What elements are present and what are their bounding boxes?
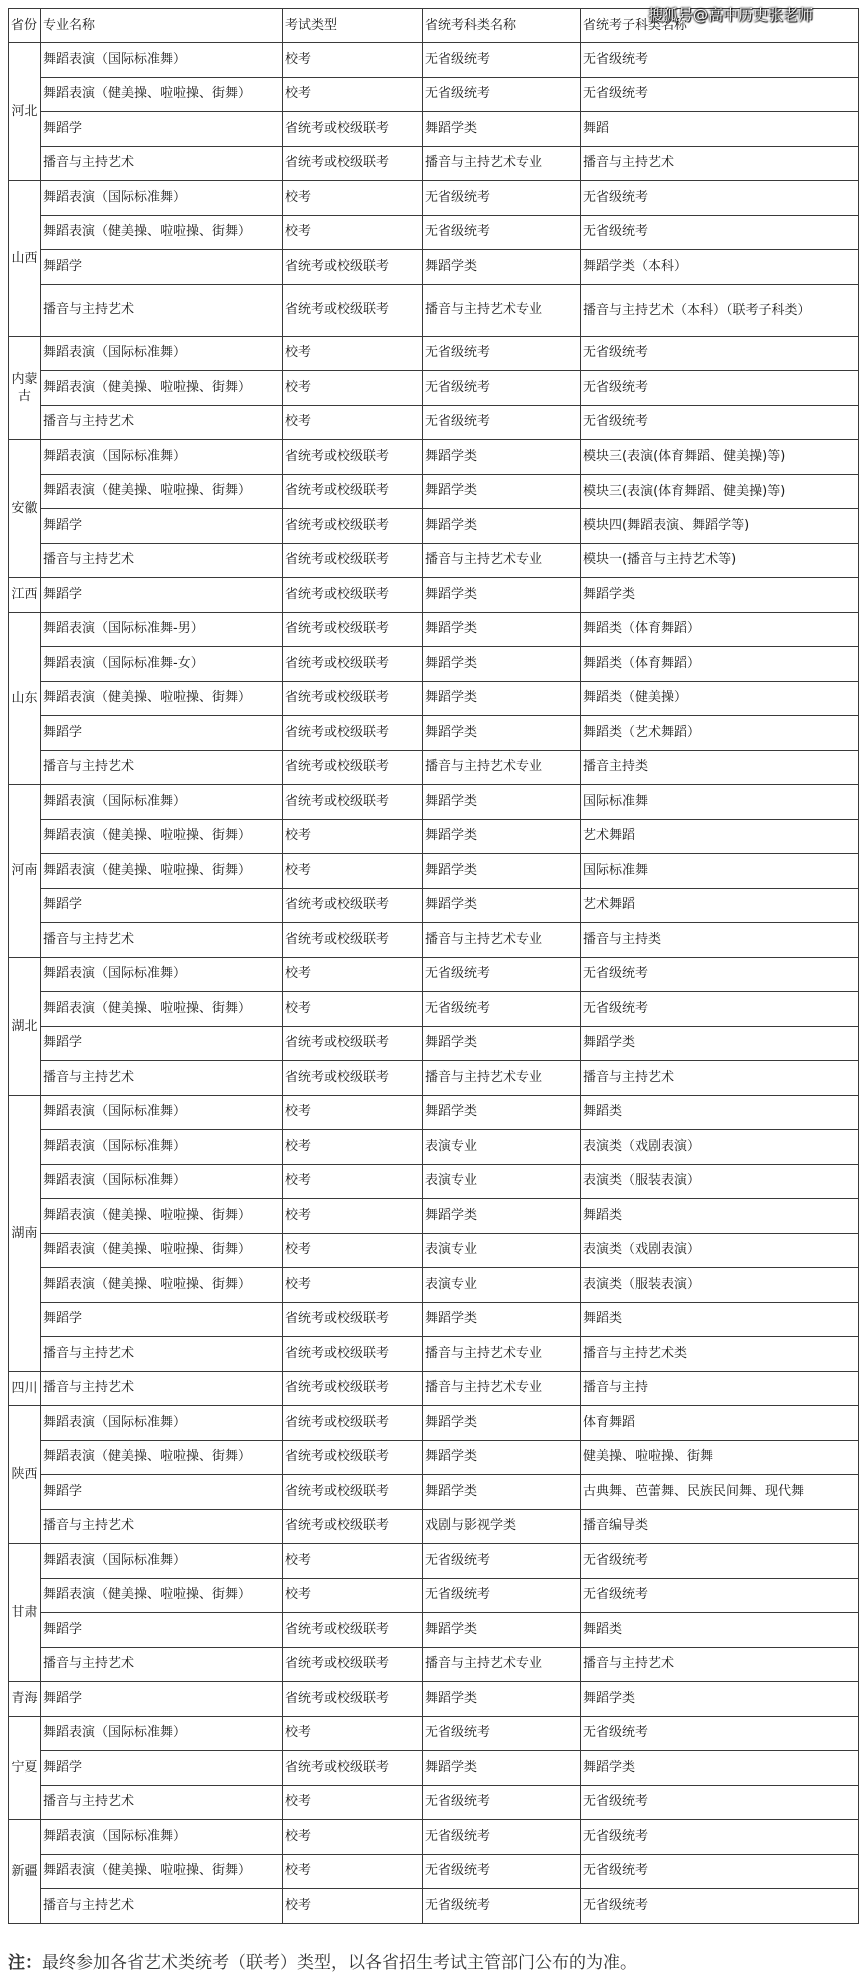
exam-type-cell: 省统考或校级联考 (283, 1371, 423, 1406)
category-cell: 舞蹈学类 (423, 716, 581, 751)
subcategory-cell: 播音与主持类 (581, 923, 859, 958)
category-cell: 无省级统考 (423, 405, 581, 440)
major-cell: 舞蹈表演（国际标准舞） (41, 181, 283, 216)
header-category: 省统考科类名称 (423, 9, 581, 43)
province-cell: 新疆 (9, 1820, 41, 1924)
subcategory-cell: 健美操、啦啦操、街舞 (581, 1440, 859, 1475)
major-cell: 舞蹈学 (41, 1751, 283, 1786)
exam-type-cell: 校考 (283, 957, 423, 992)
table-row (9, 181, 859, 216)
category-cell: 无省级统考 (423, 43, 581, 78)
table-row (9, 336, 859, 371)
table-row (9, 1820, 859, 1855)
subcategory-cell: 舞蹈类 (581, 1095, 859, 1130)
table-row (9, 405, 859, 440)
exam-type-cell: 省统考或校级联考 (283, 1613, 423, 1648)
major-cell: 舞蹈表演（国际标准舞） (41, 957, 283, 992)
table-row (9, 1026, 859, 1061)
major-cell: 舞蹈学 (41, 888, 283, 923)
category-cell: 播音与主持艺术专业 (423, 284, 581, 336)
major-cell: 舞蹈表演（健美操、啦啦操、街舞） (41, 854, 283, 889)
subcategory-cell: 播音主持类 (581, 750, 859, 785)
province-cell: 四川 (9, 1371, 41, 1406)
category-cell: 无省级统考 (423, 1820, 581, 1855)
major-cell: 播音与主持艺术 (41, 1509, 283, 1544)
exam-type-cell: 省统考或校级联考 (283, 750, 423, 785)
major-cell: 舞蹈学 (41, 1026, 283, 1061)
category-cell: 舞蹈学类 (423, 888, 581, 923)
table-row (9, 716, 859, 751)
major-cell: 播音与主持艺术 (41, 750, 283, 785)
exam-type-cell: 省统考或校级联考 (283, 509, 423, 544)
subcategory-cell: 模块三(表演(体育舞蹈、健美操)等) (581, 474, 859, 509)
major-cell: 舞蹈表演（健美操、啦啦操、街舞） (41, 1578, 283, 1613)
table-container (8, 8, 858, 1924)
footnote-label: 注： (8, 1953, 42, 1973)
table-row (9, 1647, 859, 1682)
category-cell: 舞蹈学类 (423, 250, 581, 285)
exam-type-cell: 校考 (283, 371, 423, 406)
table-row (9, 992, 859, 1027)
exam-type-cell: 省统考或校级联考 (283, 1302, 423, 1337)
subcategory-cell: 表演类（服装表演） (581, 1268, 859, 1303)
province-cell: 陕西 (9, 1406, 41, 1544)
header-major: 专业名称 (41, 9, 283, 43)
subcategory-cell: 舞蹈类（体育舞蹈） (581, 612, 859, 647)
table-row (9, 1682, 859, 1717)
category-cell: 无省级统考 (423, 181, 581, 216)
table-row (9, 543, 859, 578)
subcategory-cell: 播音与主持艺术（本科）（联考子科类） (581, 284, 859, 336)
subcategory-cell: 无省级统考 (581, 1785, 859, 1820)
exam-type-cell: 校考 (283, 1233, 423, 1268)
category-cell: 无省级统考 (423, 1854, 581, 1889)
table-row (9, 1578, 859, 1613)
exam-type-cell: 省统考或校级联考 (283, 146, 423, 181)
category-cell: 播音与主持艺术专业 (423, 750, 581, 785)
subcategory-cell: 模块四(舞蹈表演、舞蹈学等) (581, 509, 859, 544)
subcategory-cell: 表演类（戏剧表演） (581, 1233, 859, 1268)
subcategory-cell: 舞蹈学类 (581, 1682, 859, 1717)
exam-type-cell: 校考 (283, 1716, 423, 1751)
province-cell: 宁夏 (9, 1716, 41, 1820)
category-cell: 舞蹈学类 (423, 647, 581, 682)
exam-type-cell: 校考 (283, 43, 423, 78)
table-row (9, 509, 859, 544)
exam-type-cell: 校考 (283, 1164, 423, 1199)
province-cell: 内蒙古 (9, 336, 41, 440)
exam-type-cell: 校考 (283, 1199, 423, 1234)
exam-type-cell: 校考 (283, 1889, 423, 1924)
category-cell: 舞蹈学类 (423, 474, 581, 509)
subcategory-cell: 播音与主持艺术 (581, 1647, 859, 1682)
exam-type-cell: 校考 (283, 1578, 423, 1613)
category-cell: 舞蹈学类 (423, 578, 581, 613)
category-cell: 舞蹈学类 (423, 1302, 581, 1337)
subcategory-cell: 舞蹈学类 (581, 1026, 859, 1061)
category-cell: 舞蹈学类 (423, 1475, 581, 1510)
exam-type-cell: 校考 (283, 854, 423, 889)
major-cell: 舞蹈表演（健美操、啦啦操、街舞） (41, 1440, 283, 1475)
subcategory-cell: 无省级统考 (581, 181, 859, 216)
major-cell: 播音与主持艺术 (41, 146, 283, 181)
category-cell: 无省级统考 (423, 336, 581, 371)
subcategory-cell: 舞蹈类 (581, 1613, 859, 1648)
exam-type-cell: 省统考或校级联考 (283, 716, 423, 751)
major-cell: 舞蹈表演（健美操、啦啦操、街舞） (41, 1854, 283, 1889)
major-cell: 播音与主持艺术 (41, 284, 283, 336)
table-row (9, 854, 859, 889)
major-cell: 播音与主持艺术 (41, 1647, 283, 1682)
major-cell: 舞蹈学 (41, 716, 283, 751)
exam-type-cell: 校考 (283, 1268, 423, 1303)
exam-type-table (8, 8, 859, 1924)
exam-type-cell: 省统考或校级联考 (283, 1509, 423, 1544)
footnote (8, 1948, 637, 1973)
province-cell: 山西 (9, 181, 41, 337)
subcategory-cell: 播音编导类 (581, 1509, 859, 1544)
table-row (9, 1440, 859, 1475)
table-row (9, 1475, 859, 1510)
exam-type-cell: 校考 (283, 1820, 423, 1855)
category-cell: 播音与主持艺术专业 (423, 146, 581, 181)
category-cell: 舞蹈学类 (423, 854, 581, 889)
exam-type-cell: 省统考或校级联考 (283, 250, 423, 285)
major-cell: 舞蹈表演（国际标准舞） (41, 336, 283, 371)
category-cell: 舞蹈学类 (423, 440, 581, 475)
major-cell: 舞蹈学 (41, 578, 283, 613)
exam-type-cell: 省统考或校级联考 (283, 440, 423, 475)
subcategory-cell: 播音与主持艺术类 (581, 1337, 859, 1372)
subcategory-cell: 舞蹈类（体育舞蹈） (581, 647, 859, 682)
category-cell: 舞蹈学类 (423, 1406, 581, 1441)
table-row (9, 250, 859, 285)
table-row (9, 1164, 859, 1199)
category-cell: 播音与主持艺术专业 (423, 1337, 581, 1372)
category-cell: 舞蹈学类 (423, 1440, 581, 1475)
exam-type-cell: 省统考或校级联考 (283, 284, 423, 336)
major-cell: 舞蹈表演（国际标准舞） (41, 1716, 283, 1751)
exam-type-cell: 校考 (283, 181, 423, 216)
subcategory-cell: 古典舞、芭蕾舞、民族民间舞、现代舞 (581, 1475, 859, 1510)
major-cell: 舞蹈表演（国际标准舞） (41, 440, 283, 475)
major-cell: 播音与主持艺术 (41, 923, 283, 958)
table-row (9, 371, 859, 406)
subcategory-cell: 播音与主持艺术 (581, 146, 859, 181)
subcategory-cell: 无省级统考 (581, 1544, 859, 1579)
table-row (9, 1371, 859, 1406)
exam-type-cell: 校考 (283, 1544, 423, 1579)
major-cell: 舞蹈学 (41, 1613, 283, 1648)
subcategory-cell: 模块三(表演(体育舞蹈、健美操)等) (581, 440, 859, 475)
category-cell: 表演专业 (423, 1164, 581, 1199)
exam-type-cell: 省统考或校级联考 (283, 543, 423, 578)
major-cell: 舞蹈表演（健美操、啦啦操、街舞） (41, 819, 283, 854)
category-cell: 舞蹈学类 (423, 112, 581, 147)
subcategory-cell: 舞蹈类（艺术舞蹈） (581, 716, 859, 751)
exam-type-cell: 省统考或校级联考 (283, 612, 423, 647)
table-row (9, 578, 859, 613)
major-cell: 舞蹈表演（健美操、啦啦操、街舞） (41, 474, 283, 509)
table-body (9, 43, 859, 1924)
major-cell: 舞蹈表演（健美操、啦啦操、街舞） (41, 992, 283, 1027)
subcategory-cell: 无省级统考 (581, 957, 859, 992)
category-cell: 戏剧与影视学类 (423, 1509, 581, 1544)
table-row (9, 1509, 859, 1544)
major-cell: 播音与主持艺术 (41, 543, 283, 578)
major-cell: 舞蹈表演（国际标准舞） (41, 785, 283, 820)
table-row (9, 1854, 859, 1889)
category-cell: 无省级统考 (423, 992, 581, 1027)
subcategory-cell: 无省级统考 (581, 371, 859, 406)
subcategory-cell: 舞蹈类（健美操） (581, 681, 859, 716)
major-cell: 舞蹈学 (41, 1302, 283, 1337)
exam-type-cell: 校考 (283, 992, 423, 1027)
category-cell: 舞蹈学类 (423, 1026, 581, 1061)
subcategory-cell: 体育舞蹈 (581, 1406, 859, 1441)
major-cell: 播音与主持艺术 (41, 1061, 283, 1096)
major-cell: 舞蹈表演（国际标准舞） (41, 1130, 283, 1165)
exam-type-cell: 校考 (283, 819, 423, 854)
category-cell: 舞蹈学类 (423, 1095, 581, 1130)
header-province: 省份 (9, 9, 41, 43)
exam-type-cell: 省统考或校级联考 (283, 112, 423, 147)
exam-type-cell: 校考 (283, 1854, 423, 1889)
exam-type-cell: 省统考或校级联考 (283, 1026, 423, 1061)
exam-type-cell: 省统考或校级联考 (283, 1682, 423, 1717)
subcategory-cell: 无省级统考 (581, 1854, 859, 1889)
province-cell: 河北 (9, 43, 41, 181)
category-cell: 舞蹈学类 (423, 1682, 581, 1717)
subcategory-cell: 艺术舞蹈 (581, 819, 859, 854)
table-row (9, 284, 859, 336)
category-cell: 播音与主持艺术专业 (423, 923, 581, 958)
table-row (9, 1268, 859, 1303)
table-row (9, 474, 859, 509)
major-cell: 舞蹈表演（国际标准舞） (41, 1406, 283, 1441)
subcategory-cell: 无省级统考 (581, 43, 859, 78)
major-cell: 舞蹈学 (41, 112, 283, 147)
table-row (9, 1130, 859, 1165)
subcategory-cell: 表演类（服装表演） (581, 1164, 859, 1199)
category-cell: 无省级统考 (423, 1716, 581, 1751)
subcategory-cell: 播音与主持艺术 (581, 1061, 859, 1096)
major-cell: 舞蹈表演（国际标准舞） (41, 43, 283, 78)
exam-type-cell: 省统考或校级联考 (283, 1647, 423, 1682)
exam-type-cell: 校考 (283, 1095, 423, 1130)
table-row (9, 112, 859, 147)
exam-type-cell: 校考 (283, 1785, 423, 1820)
exam-type-cell: 省统考或校级联考 (283, 1440, 423, 1475)
province-cell: 湖南 (9, 1095, 41, 1371)
category-cell: 舞蹈学类 (423, 785, 581, 820)
category-cell: 舞蹈学类 (423, 681, 581, 716)
category-cell: 舞蹈学类 (423, 819, 581, 854)
table-row (9, 647, 859, 682)
province-cell: 安徽 (9, 440, 41, 578)
category-cell: 舞蹈学类 (423, 1199, 581, 1234)
province-cell: 河南 (9, 785, 41, 958)
major-cell: 舞蹈表演（国际标准舞-女） (41, 647, 283, 682)
category-cell: 无省级统考 (423, 371, 581, 406)
category-cell: 表演专业 (423, 1130, 581, 1165)
category-cell: 无省级统考 (423, 1578, 581, 1613)
category-cell: 舞蹈学类 (423, 612, 581, 647)
subcategory-cell: 无省级统考 (581, 1578, 859, 1613)
header-exam-type: 考试类型 (283, 9, 423, 43)
subcategory-cell: 艺术舞蹈 (581, 888, 859, 923)
category-cell: 无省级统考 (423, 957, 581, 992)
exam-type-cell: 校考 (283, 77, 423, 112)
major-cell: 舞蹈学 (41, 1682, 283, 1717)
major-cell: 舞蹈表演（健美操、啦啦操、街舞） (41, 215, 283, 250)
category-cell: 无省级统考 (423, 1544, 581, 1579)
major-cell: 舞蹈表演（健美操、啦啦操、街舞） (41, 77, 283, 112)
table-row (9, 1406, 859, 1441)
subcategory-cell: 舞蹈 (581, 112, 859, 147)
province-cell: 山东 (9, 612, 41, 785)
major-cell: 舞蹈表演（健美操、啦啦操、街舞） (41, 1233, 283, 1268)
table-row (9, 1751, 859, 1786)
table-row (9, 612, 859, 647)
category-cell: 无省级统考 (423, 77, 581, 112)
exam-type-cell: 校考 (283, 215, 423, 250)
subcategory-cell: 无省级统考 (581, 336, 859, 371)
table-row (9, 750, 859, 785)
table-row (9, 1716, 859, 1751)
subcategory-cell: 舞蹈学类 (581, 1751, 859, 1786)
category-cell: 舞蹈学类 (423, 1613, 581, 1648)
table-row (9, 1233, 859, 1268)
table-row (9, 1061, 859, 1096)
table-row (9, 1337, 859, 1372)
major-cell: 舞蹈表演（国际标准舞） (41, 1820, 283, 1855)
major-cell: 播音与主持艺术 (41, 1337, 283, 1372)
exam-type-cell: 省统考或校级联考 (283, 785, 423, 820)
table-row (9, 1613, 859, 1648)
category-cell: 播音与主持艺术专业 (423, 1647, 581, 1682)
subcategory-cell: 无省级统考 (581, 405, 859, 440)
subcategory-cell: 无省级统考 (581, 1820, 859, 1855)
table-row (9, 1544, 859, 1579)
exam-type-cell: 校考 (283, 405, 423, 440)
subcategory-cell: 表演类（戏剧表演） (581, 1130, 859, 1165)
major-cell: 舞蹈表演（健美操、啦啦操、街舞） (41, 681, 283, 716)
table-row (9, 888, 859, 923)
table-row (9, 1785, 859, 1820)
major-cell: 舞蹈学 (41, 509, 283, 544)
major-cell: 舞蹈表演（国际标准舞） (41, 1095, 283, 1130)
table-row (9, 923, 859, 958)
category-cell: 表演专业 (423, 1268, 581, 1303)
exam-type-cell: 省统考或校级联考 (283, 647, 423, 682)
subcategory-cell: 无省级统考 (581, 992, 859, 1027)
exam-type-cell: 省统考或校级联考 (283, 888, 423, 923)
category-cell: 舞蹈学类 (423, 1751, 581, 1786)
exam-type-cell: 校考 (283, 1130, 423, 1165)
subcategory-cell: 舞蹈类 (581, 1199, 859, 1234)
category-cell: 无省级统考 (423, 215, 581, 250)
subcategory-cell: 国际标准舞 (581, 854, 859, 889)
exam-type-cell: 省统考或校级联考 (283, 578, 423, 613)
table-row (9, 1095, 859, 1130)
table-row (9, 1302, 859, 1337)
major-cell: 舞蹈表演（国际标准舞） (41, 1544, 283, 1579)
table-row (9, 1889, 859, 1924)
table-row (9, 819, 859, 854)
category-cell: 播音与主持艺术专业 (423, 1061, 581, 1096)
exam-type-cell: 省统考或校级联考 (283, 474, 423, 509)
exam-type-cell: 省统考或校级联考 (283, 1061, 423, 1096)
exam-type-cell: 省统考或校级联考 (283, 681, 423, 716)
category-cell: 无省级统考 (423, 1889, 581, 1924)
major-cell: 播音与主持艺术 (41, 1785, 283, 1820)
subcategory-cell: 模块一(播音与主持艺术等) (581, 543, 859, 578)
subcategory-cell: 舞蹈学类 (581, 578, 859, 613)
major-cell: 舞蹈表演（健美操、啦啦操、街舞） (41, 1268, 283, 1303)
exam-type-cell: 省统考或校级联考 (283, 1406, 423, 1441)
subcategory-cell: 无省级统考 (581, 1889, 859, 1924)
exam-type-cell: 省统考或校级联考 (283, 1751, 423, 1786)
subcategory-cell: 无省级统考 (581, 1716, 859, 1751)
watermark: 搜狐号@高中历史张老师 (648, 6, 814, 24)
table-row (9, 681, 859, 716)
footnote-text: 最终参加各省艺术类统考（联考）类型，以各省招生考试主管部门公布的为准。 (42, 1953, 637, 1973)
subcategory-cell: 舞蹈学类（本科） (581, 250, 859, 285)
table-row (9, 215, 859, 250)
table-row (9, 1199, 859, 1234)
major-cell: 舞蹈学 (41, 1475, 283, 1510)
table-row (9, 440, 859, 475)
subcategory-cell: 无省级统考 (581, 215, 859, 250)
exam-type-cell: 校考 (283, 336, 423, 371)
header-subcategory: 省统考子科类名称 (581, 9, 859, 43)
major-cell: 播音与主持艺术 (41, 1889, 283, 1924)
table-row (9, 77, 859, 112)
table-row (9, 785, 859, 820)
category-cell: 无省级统考 (423, 1785, 581, 1820)
major-cell: 播音与主持艺术 (41, 405, 283, 440)
major-cell: 舞蹈学 (41, 250, 283, 285)
table-row (9, 146, 859, 181)
category-cell: 播音与主持艺术专业 (423, 1371, 581, 1406)
exam-type-cell: 省统考或校级联考 (283, 1337, 423, 1372)
province-cell: 江西 (9, 578, 41, 613)
subcategory-cell: 舞蹈类 (581, 1302, 859, 1337)
table-row (9, 957, 859, 992)
subcategory-cell: 播音与主持 (581, 1371, 859, 1406)
category-cell: 舞蹈学类 (423, 509, 581, 544)
category-cell: 表演专业 (423, 1233, 581, 1268)
exam-type-cell: 省统考或校级联考 (283, 1475, 423, 1510)
subcategory-cell: 无省级统考 (581, 77, 859, 112)
major-cell: 舞蹈表演（国际标准舞-男） (41, 612, 283, 647)
subcategory-cell: 国际标准舞 (581, 785, 859, 820)
province-cell: 湖北 (9, 957, 41, 1095)
table-row (9, 43, 859, 78)
major-cell: 舞蹈表演（国际标准舞） (41, 1164, 283, 1199)
exam-type-cell: 省统考或校级联考 (283, 923, 423, 958)
major-cell: 舞蹈表演（健美操、啦啦操、街舞） (41, 1199, 283, 1234)
province-cell: 青海 (9, 1682, 41, 1717)
major-cell: 播音与主持艺术 (41, 1371, 283, 1406)
province-cell: 甘肃 (9, 1544, 41, 1682)
category-cell: 播音与主持艺术专业 (423, 543, 581, 578)
major-cell: 舞蹈表演（健美操、啦啦操、街舞） (41, 371, 283, 406)
